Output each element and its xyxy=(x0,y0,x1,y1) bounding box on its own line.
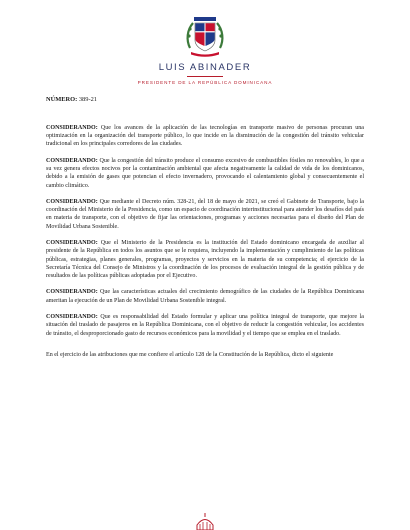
considerando-text: Que mediante el Decreto núm. 328-21, del 18 de mayo de 2021, se creó el Gabinete de Transporte, bajo la coordinación del Ministerio de la Presidencia, como un espacio de coordinación interinstitucional para atender los desafíos del país en materia de transporte, con el objetivo de fijar las orientaciones, programas y acciones necesarias para el diseño del Plan de Movilidad Urbana Sostenible. xyxy=(46,199,364,230)
considerando-lead: CONSIDERANDO: xyxy=(46,240,98,247)
president-title: PRESIDENTE DE LA REPÚBLICA DOMINICANA xyxy=(137,80,273,85)
considerando-lead: CONSIDERANDO: xyxy=(46,199,98,206)
considerando-text: Que los avances de la aplicación de las tecnologías en transporte masivo de personas procuran una optimización en la organización del transporte público, lo que incide en la disminución de la congestión del tránsito vehicular tradicional en los principales corredores de las ciudades. xyxy=(46,125,364,148)
considerando-paragraph xyxy=(46,288,364,304)
decree-number-value: 389-21 xyxy=(78,96,97,103)
president-name: LUIS ABINADER xyxy=(158,62,252,73)
considerando-text: Que es responsabilidad del Estado formular y aplicar una política integral de transporte, que mejore la situación del traslado de pasajeros en la República Dominicana, con el objetivo de reducir la congestión vehicular, los accidentes de tránsito, el desproporcionado gasto de recursos económicos para la movilidad y el tiempo que se emplea en el traslado. xyxy=(46,314,364,337)
considerando-lead: CONSIDERANDO: xyxy=(46,157,98,164)
considerando-text: Que la congestión del tránsito produce el consumo excesivo de combustibles fósiles no renovables, lo que a su vez genera efectos nocivos por la contaminación ambiental que afecta negativamente la calidad de vida de los dominicanos, debido a la emisión de gases que potencian el efecto invernadero, provocando el calentamiento global y consecuentemente el cambio climático. xyxy=(46,157,364,189)
decree-body xyxy=(46,124,364,367)
considerando-lead: CONSIDERANDO: xyxy=(46,125,98,131)
considerando-lead: CONSIDERANDO: xyxy=(46,289,98,296)
considerando-paragraph xyxy=(46,198,364,231)
considerando-paragraph xyxy=(46,124,364,149)
decree-number-label: NÚMERO: xyxy=(46,96,78,103)
considerando-text: Que el Ministerio de la Presidencia es la institución del Estado dominicano encargada de auxiliar al presidente de la República en todos los asuntos que se le requiera, incluyendo la implementación y cumplimiento de las políticas públicas, estrategias, planes generales, programas, proyectos y servicios en la materia de su competencia; el ejercicio de la Secretaría Técnica del Consejo de Ministros y la coordinación de los procesos de evaluación integral de la gestión pública y de resultados de las políticas públicas adoptadas por el Ejecutivo. xyxy=(46,240,364,279)
closing-paragraph: En el ejercicio de las atribuciones que me confiere el artículo 128 de la Constitución de la República, dicto el siguiente xyxy=(46,351,334,358)
considerando-text: Que las características actuales del crecimiento demográfico de las ciudades de la República Dominicana ameritan la ejecución de un Plan de Movilidad Urbana Sostenible integral. xyxy=(46,289,364,304)
dominican-coat-of-arms-icon xyxy=(184,14,226,58)
national-palace-dome-icon xyxy=(193,512,217,530)
considerando-lead: CONSIDERANDO: xyxy=(46,314,98,321)
considerando-paragraph xyxy=(46,313,364,338)
considerando-paragraph xyxy=(46,157,364,190)
header-divider xyxy=(187,76,223,77)
decree-number xyxy=(46,96,97,103)
considerando-paragraph xyxy=(46,239,364,280)
